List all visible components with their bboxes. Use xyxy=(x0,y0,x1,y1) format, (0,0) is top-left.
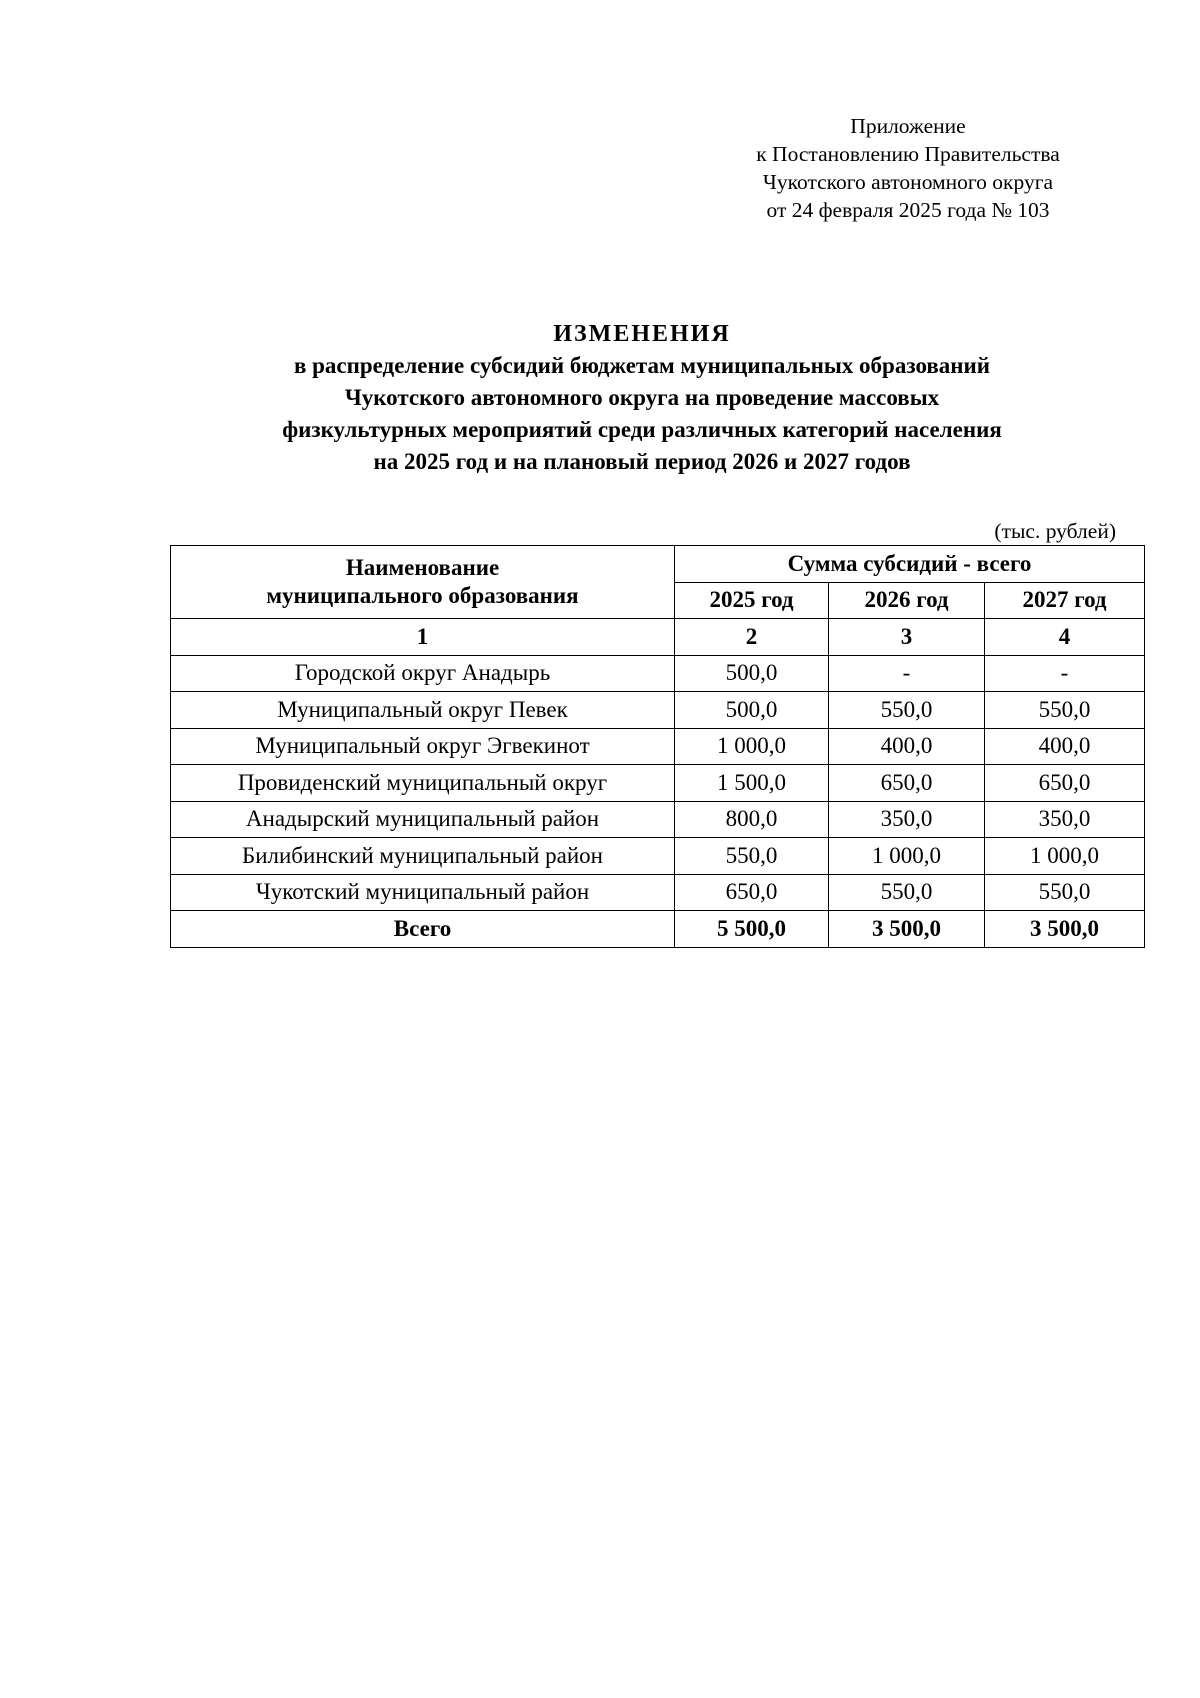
table-header-row xyxy=(171,546,1145,583)
colnum-cell: 2 xyxy=(675,619,829,656)
value-2025: 500,0 xyxy=(675,655,829,692)
value-2025: 500,0 xyxy=(675,692,829,729)
value-2027: 550,0 xyxy=(985,874,1145,911)
value-2027: 550,0 xyxy=(985,692,1145,729)
header-year-2025: 2025 год xyxy=(675,582,829,619)
subsidies-table xyxy=(170,545,1145,948)
total-2026: 3 500,0 xyxy=(829,911,985,948)
document-title: ИЗМЕНЕНИЯ xyxy=(553,321,731,347)
value-2025: 550,0 xyxy=(675,838,829,875)
table-row xyxy=(171,692,1145,729)
table-row xyxy=(171,801,1145,838)
header-name-line-2: муниципального образования xyxy=(266,583,579,608)
column-number-row xyxy=(171,619,1145,656)
value-2027: - xyxy=(985,655,1145,692)
annex-line-4: от 24 февраля 2025 года № 103 xyxy=(766,198,1050,222)
header-sum-total: Сумма субсидий - всего xyxy=(675,546,1145,583)
value-2027: 650,0 xyxy=(985,765,1145,802)
table-row xyxy=(171,728,1145,765)
value-2025: 1 000,0 xyxy=(675,728,829,765)
header-year-2026: 2026 год xyxy=(829,582,985,619)
value-2026: - xyxy=(829,655,985,692)
table-row xyxy=(171,838,1145,875)
municipality-name: Муниципальный округ Эгвекинот xyxy=(171,728,675,765)
heading-line-1: в распределение субсидий бюджетам муниципальных образований xyxy=(293,353,991,378)
header-year-2027: 2027 год xyxy=(985,582,1145,619)
municipality-name: Муниципальный округ Певек xyxy=(171,692,675,729)
table-row xyxy=(171,765,1145,802)
municipality-name: Билибинский муниципальный район xyxy=(171,838,675,875)
total-2027: 3 500,0 xyxy=(985,911,1145,948)
header-name-cell xyxy=(171,546,675,619)
table-row xyxy=(171,655,1145,692)
heading-line-3: физкультурных мероприятий среди различных категорий населения xyxy=(282,417,1002,442)
municipality-name: Анадырский муниципальный район xyxy=(171,801,675,838)
value-2026: 400,0 xyxy=(829,728,985,765)
total-row xyxy=(171,911,1145,948)
colnum-cell: 1 xyxy=(171,619,675,656)
municipality-name: Городской округ Анадырь xyxy=(171,655,675,692)
document-heading xyxy=(170,318,1114,478)
value-2027: 1 000,0 xyxy=(985,838,1145,875)
heading-line-2: Чукотского автономного округа на проведение массовых xyxy=(344,385,940,410)
header-name-line-1: Наименование xyxy=(345,555,500,580)
value-2027: 400,0 xyxy=(985,728,1145,765)
total-label: Всего xyxy=(171,911,675,948)
table-row xyxy=(171,874,1145,911)
value-2027: 350,0 xyxy=(985,801,1145,838)
annex-line-3: Чукотского автономного округа xyxy=(762,170,1054,194)
heading-line-4: на 2025 год и на плановый период 2026 и 2027 годов xyxy=(373,449,911,474)
value-2026: 350,0 xyxy=(829,801,985,838)
value-2026: 650,0 xyxy=(829,765,985,802)
total-2025: 5 500,0 xyxy=(675,911,829,948)
value-2025: 650,0 xyxy=(675,874,829,911)
annex-line-2: к Постановлению Правительства xyxy=(756,142,1060,166)
colnum-cell: 3 xyxy=(829,619,985,656)
annex-block xyxy=(718,112,1098,224)
value-2026: 550,0 xyxy=(829,692,985,729)
municipality-name: Чукотский муниципальный район xyxy=(171,874,675,911)
annex-line-1: Приложение xyxy=(850,114,966,138)
municipality-name: Провиденский муниципальный округ xyxy=(171,765,675,802)
units-note: (тыс. рублей) xyxy=(994,519,1116,543)
value-2025: 1 500,0 xyxy=(675,765,829,802)
value-2026: 550,0 xyxy=(829,874,985,911)
value-2025: 800,0 xyxy=(675,801,829,838)
value-2026: 1 000,0 xyxy=(829,838,985,875)
colnum-cell: 4 xyxy=(985,619,1145,656)
